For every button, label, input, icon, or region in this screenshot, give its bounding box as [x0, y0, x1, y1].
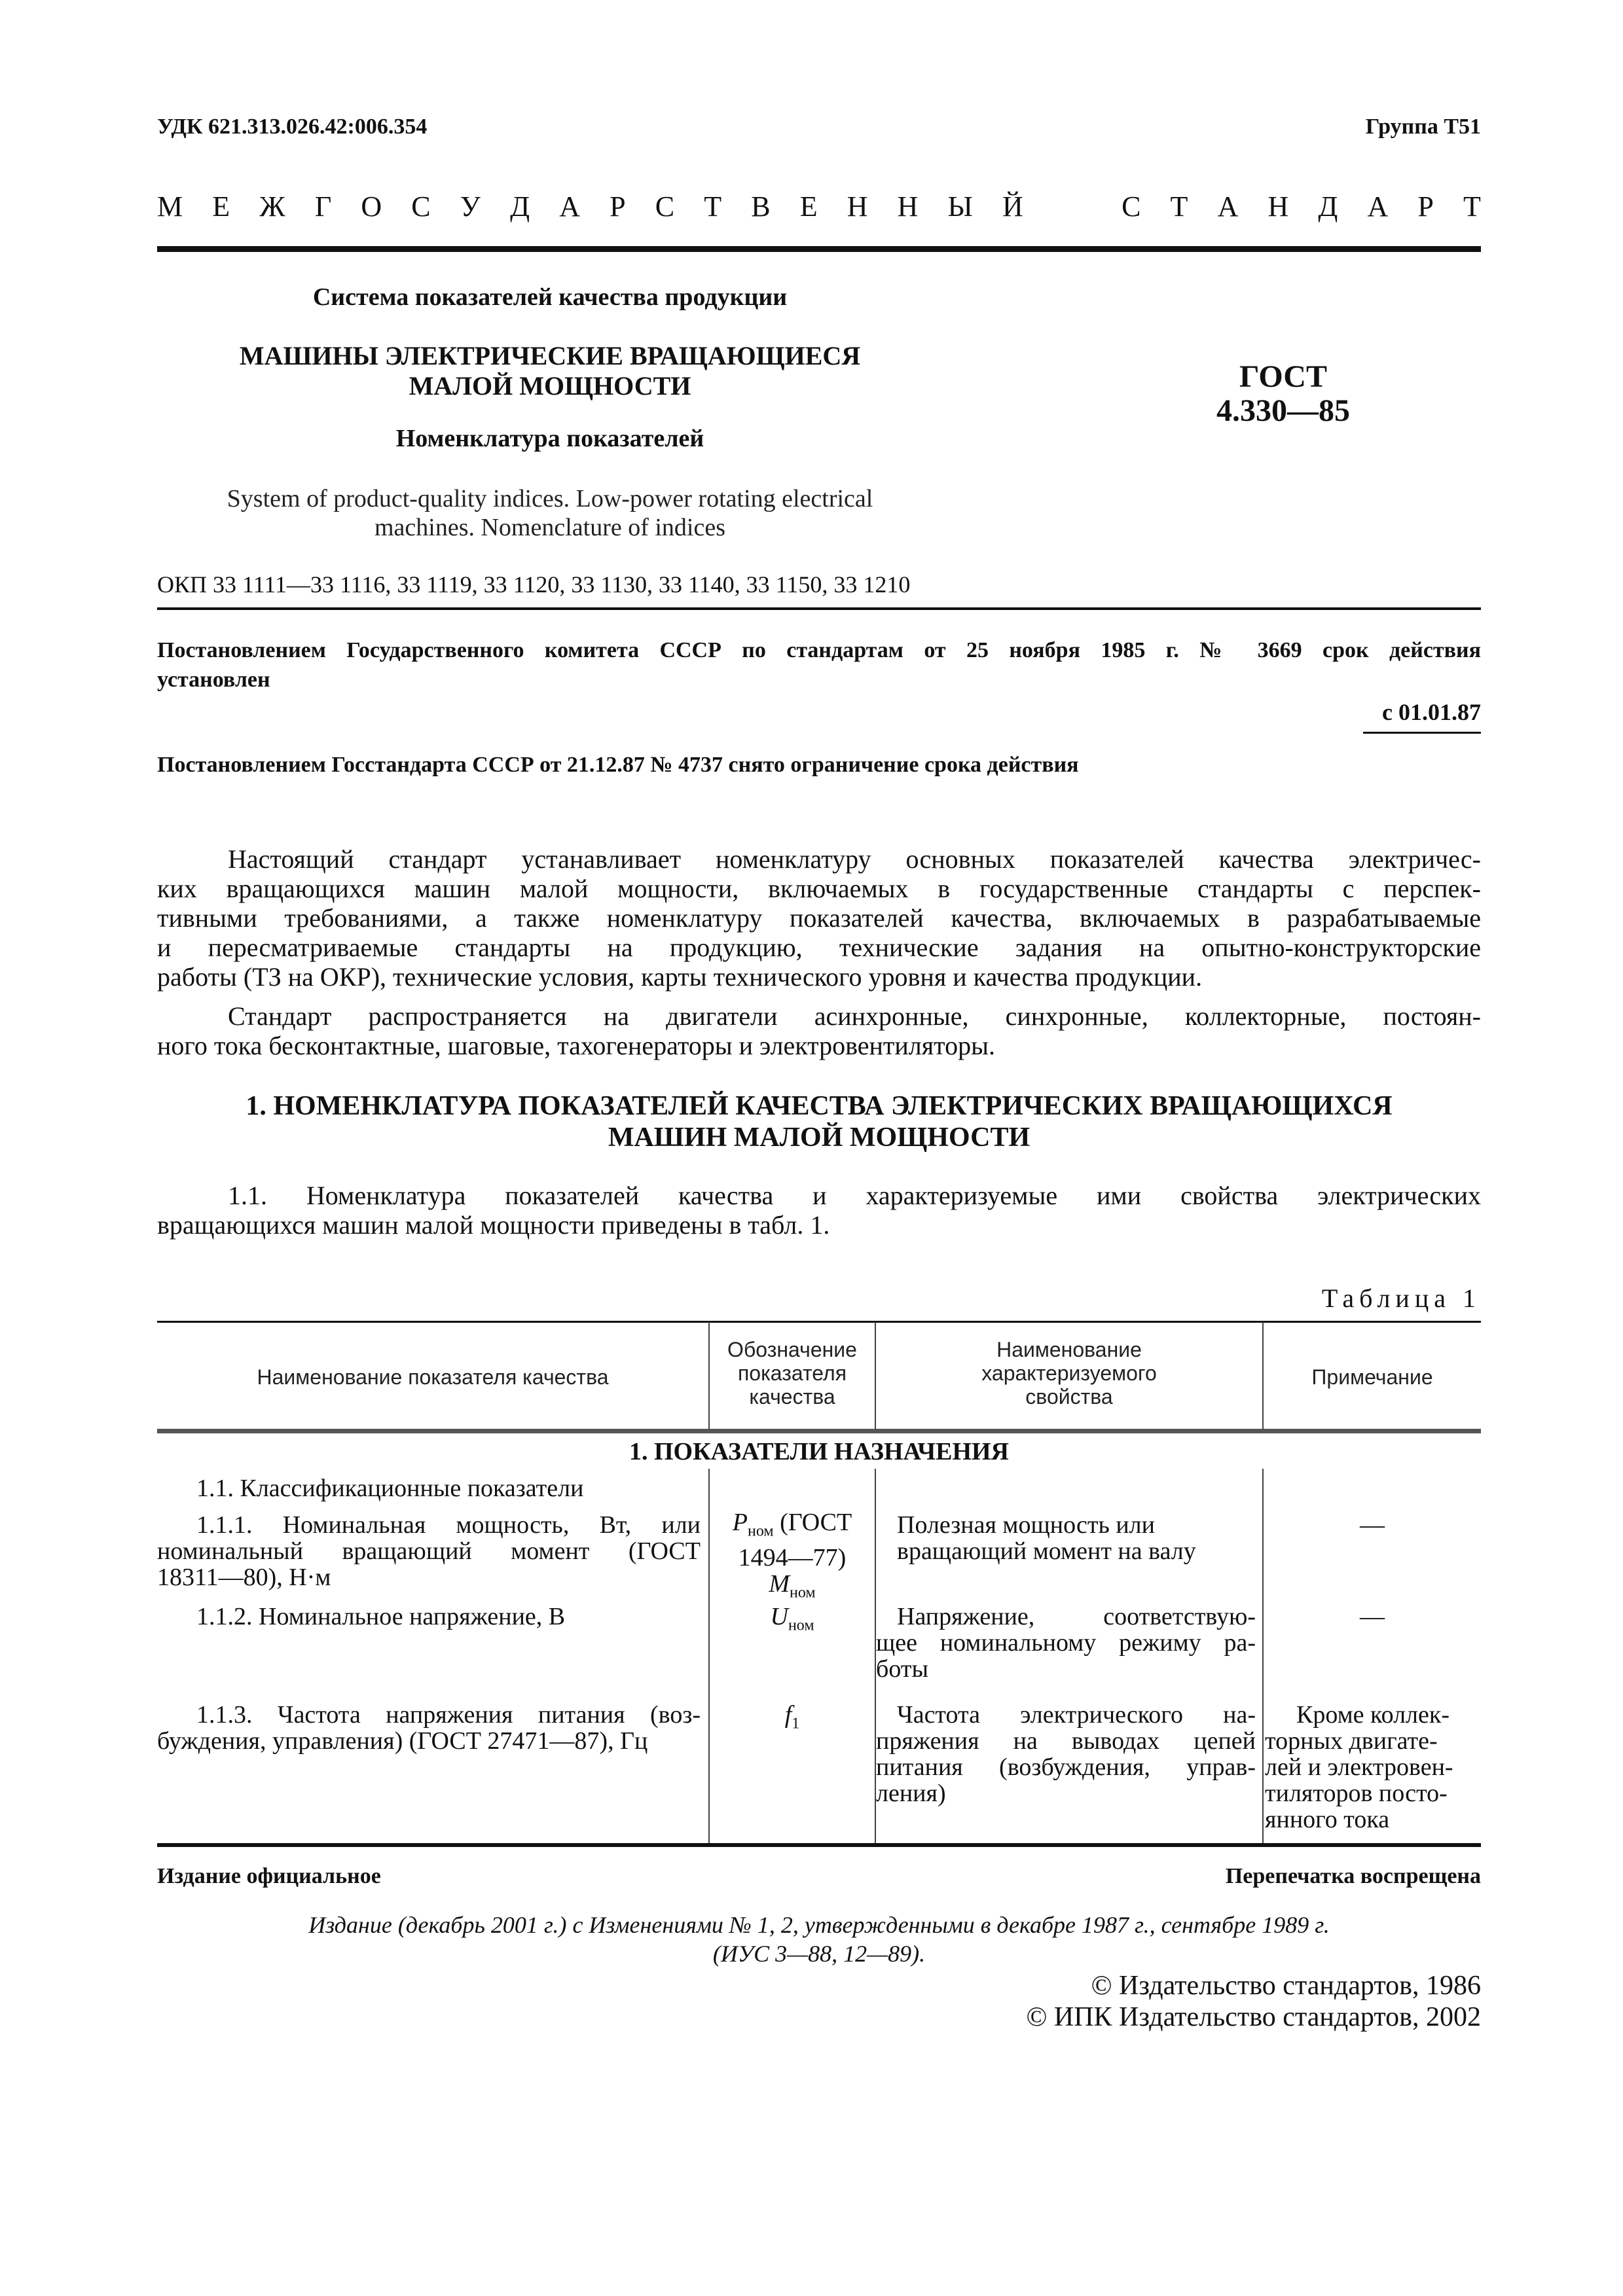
symbol-line: 1494—77): [738, 1543, 847, 1571]
banner-letter: Е: [212, 190, 230, 223]
document-subtitle: Номенклатура показателей: [395, 425, 704, 452]
copyright-line2: © ИПК Издательство стандартов, 2002: [1026, 2002, 1481, 2032]
banner-letter: Р: [1417, 190, 1434, 223]
cell-line: 1.1.1. Номинальная мощность, Вт, или: [196, 1511, 701, 1539]
table-header-rule: [157, 1429, 1481, 1433]
banner-letter: Е: [799, 190, 818, 223]
gost-label: ГОСТ: [1239, 359, 1327, 394]
cell-line: тиляторов посто-: [1265, 1780, 1448, 1807]
cell-line: номинальный вращающий момент (ГОСТ: [157, 1537, 701, 1565]
banner-letter: С: [1122, 190, 1141, 223]
cell-line: пряжения на выводах цепей: [876, 1727, 1256, 1755]
official-edition-label: Издание официальное: [157, 1864, 381, 1888]
banner-letter: Д: [1318, 190, 1338, 223]
cell-line: Кроме коллек-: [1296, 1701, 1450, 1729]
table-row-1-1-3-name: [157, 1702, 701, 1754]
reprint-prohibited-label: Перепечатка воспрещена: [1225, 1864, 1481, 1888]
table-label: Таблица 1: [1321, 1283, 1481, 1313]
table-row-1-1-2-note: —: [1360, 1603, 1385, 1630]
effective-date-underline: [1363, 732, 1481, 734]
english-title-line2: machines. Nomenclature of indices: [374, 514, 726, 541]
banner-letter: М: [157, 190, 183, 223]
cell-line: торных двигате-: [1265, 1727, 1438, 1755]
banner-letter: Т: [704, 190, 722, 223]
intro-p1-line: тивными требованиями, а также номенклатуру показателей качества, включаемых в разрабатываемые: [157, 903, 1481, 933]
decree1-line1: Постановлением Государственного комитета СССР по стандартам от 25 ноября 1985 г. № 3669 срок действия: [157, 638, 1481, 662]
header-line: показателя: [737, 1361, 847, 1385]
banner-letter: А: [559, 190, 580, 223]
intro-p1-line: и пересматриваемые стандарты на продукцию, технические задания на опытно-конструкторские: [157, 933, 1481, 962]
document-title-line1: МАШИНЫ ЭЛЕКТРИЧЕСКИЕ ВРАЩАЮЩИЕСЯ: [239, 341, 861, 370]
banner-letter: А: [1367, 190, 1389, 223]
interstate-standard-banner: [157, 190, 1481, 223]
table-row-1-1: 1.1. Классификационные показатели: [196, 1475, 584, 1502]
okp-codes: ОКП 33 1111—33 1116, 33 1119, 33 1120, 33 1130, 33 1140, 33 1150, 33 1210: [157, 571, 911, 598]
table-header-symbol: [710, 1338, 875, 1408]
english-title-line1: System of product-quality indices. Low-power rotating electrical: [227, 485, 873, 512]
header-thick-rule: [157, 246, 1481, 252]
symbol-main: U: [770, 1603, 788, 1630]
table-row-1-1-2-property: [876, 1604, 1256, 1682]
table-row-1-1-3-symbol: [710, 1702, 875, 1737]
banner-letter: О: [361, 190, 382, 223]
decree2: Постановлением Госстандарта СССР от 21.12.87 № 4737 снято ограничение срока действия: [157, 753, 1079, 777]
intro-p2-line: Стандарт распространяется на двигатели асинхронные, синхронные, коллекторные, постоян-: [228, 1001, 1481, 1031]
banner-letter: Й: [1002, 190, 1023, 223]
symbol-main: f: [784, 1701, 792, 1729]
cell-line: боты: [876, 1655, 928, 1683]
section1-heading-line2: МАШИН МАЛОЙ МОЩНОСТИ: [608, 1122, 1030, 1153]
table-row-1-1-1-note: —: [1360, 1511, 1385, 1539]
intro-p1-line: работы (ТЗ на ОКР), технические условия, карты технического уровня и качества продукции.: [157, 962, 1203, 992]
banner-word-gap: [1053, 190, 1092, 223]
header-line: качества: [749, 1385, 835, 1408]
effective-date: с 01.01.87: [1382, 699, 1481, 725]
symbol-tail: (ГОСТ: [773, 1509, 852, 1536]
intro-p1-line: ких вращающихся машин малой мощности, включаемых в государственные стандарты с перспек-: [157, 874, 1481, 903]
cell-line: буждения, управления) (ГОСТ 27471—87), Гц: [157, 1727, 648, 1755]
symbol-sub: ном: [788, 1617, 814, 1634]
group-code: Группа Т51: [1365, 115, 1481, 139]
banner-letter: Н: [847, 190, 868, 223]
symbol-u: [770, 1603, 814, 1634]
udc-code: УДК 621.313.026.42:006.354: [157, 115, 428, 139]
cell-line: лей и электровен-: [1265, 1753, 1453, 1781]
banner-letter: Д: [510, 190, 530, 223]
table-header-note: Примечание: [1311, 1365, 1433, 1389]
symbol-sub: 1: [792, 1715, 800, 1732]
header-line: Наименование: [996, 1338, 1142, 1361]
table-row-1-1-3-property: [876, 1702, 1256, 1806]
symbol-p: [732, 1509, 774, 1540]
table-row-1-1-1-symbol: [710, 1509, 875, 1605]
decree1-line2: установлен: [157, 668, 270, 692]
cell-line: питания (возбуждения, управ-: [876, 1753, 1256, 1781]
banner-letter: Т: [1170, 190, 1188, 223]
copyright-line1: © Издательство стандартов, 1986: [1091, 1971, 1481, 2001]
edition-note-line2: (ИУС 3—88, 12—89).: [712, 1941, 926, 1967]
banner-letter: С: [655, 190, 675, 223]
cell-line: Полезная мощность или: [897, 1511, 1155, 1539]
header-line: характеризуемого: [981, 1361, 1157, 1385]
table-row-1-1-1-property: [897, 1512, 1257, 1564]
section1-para-line2: вращающихся машин малой мощности приведены в табл. 1.: [157, 1210, 830, 1240]
banner-letter: Г: [314, 190, 332, 223]
cell-line: 1.1.3. Частота напряжения питания (воз-: [196, 1701, 701, 1729]
header-line: свойства: [1025, 1385, 1113, 1408]
symbol-sub: ном: [790, 1584, 816, 1602]
banner-letter: С: [411, 190, 431, 223]
section1-heading-line1: 1. НОМЕНКЛАТУРА ПОКАЗАТЕЛЕЙ КАЧЕСТВА ЭЛЕКТРИЧЕСКИХ ВРАЩАЮЩИХСЯ: [246, 1091, 1393, 1121]
symbol-line: [710, 1571, 875, 1606]
cell-line: янного тока: [1265, 1806, 1390, 1833]
table-header-property: [876, 1338, 1262, 1408]
banner-letter: В: [751, 190, 771, 223]
table-header-name: Наименование показателя качества: [257, 1365, 609, 1389]
intro-p1-line: Настоящий стандарт устанавливает номенклатуру основных показателей качества электричес-: [228, 844, 1481, 874]
gost-number: 4.330—85: [1216, 393, 1350, 428]
symbol-m: [769, 1570, 816, 1602]
banner-letter: Ы: [947, 190, 973, 223]
intro-p2-line: ного тока бесконтактные, шаговые, тахогенераторы и электровентиляторы.: [157, 1031, 995, 1060]
table-row-1-1-3-note: [1265, 1702, 1480, 1833]
cell-line: ления): [876, 1780, 946, 1807]
table-section-title: 1. ПОКАЗАТЕЛИ НАЗНАЧЕНИЯ: [629, 1438, 1010, 1465]
edition-note-line1: Издание (декабрь 2001 г.) с Изменениями № 1, 2, утвержденными в декабре 1987 г., сентябре 1989 г.: [308, 1912, 1330, 1938]
banner-letter: Н: [897, 190, 919, 223]
banner-letter: Н: [1267, 190, 1289, 223]
cell-line: щее номинальному режиму ра-: [876, 1629, 1256, 1657]
table-row-1-1-2-symbol: [710, 1604, 875, 1639]
table-row-1-1-2-name: 1.1.2. Номинальное напряжение, В: [196, 1603, 566, 1630]
cell-line: вращающий момент на валу: [897, 1537, 1196, 1565]
banner-letter: Р: [610, 190, 626, 223]
header-line: Обозначение: [727, 1338, 857, 1361]
okp-rule: [157, 607, 1481, 610]
table-top-rule: [157, 1321, 1481, 1323]
table-row-1-1-1-name: [157, 1512, 701, 1590]
cell-line: 18311—80), Н·м: [157, 1564, 331, 1591]
banner-letter: А: [1217, 190, 1239, 223]
symbol-line: [710, 1509, 875, 1545]
banner-letter: Ж: [259, 190, 285, 223]
table-bottom-rule: [157, 1843, 1481, 1847]
banner-letter: У: [460, 190, 481, 223]
symbol-main: M: [769, 1570, 790, 1598]
symbol-f: [784, 1701, 800, 1732]
cell-line: Частота электрического на-: [897, 1701, 1256, 1729]
banner-letter: Т: [1463, 190, 1481, 223]
symbol-main: P: [732, 1509, 748, 1536]
series-title: Система показателей качества продукции: [312, 283, 788, 311]
cell-line: Напряжение, соответствую-: [897, 1603, 1256, 1630]
document-title-line2: МАЛОЙ МОЩНОСТИ: [409, 371, 691, 401]
section1-para-line1: 1.1. Номенклатура показателей качества и характеризуемые ими свойства электрических: [228, 1181, 1481, 1210]
symbol-sub: ном: [748, 1522, 774, 1540]
